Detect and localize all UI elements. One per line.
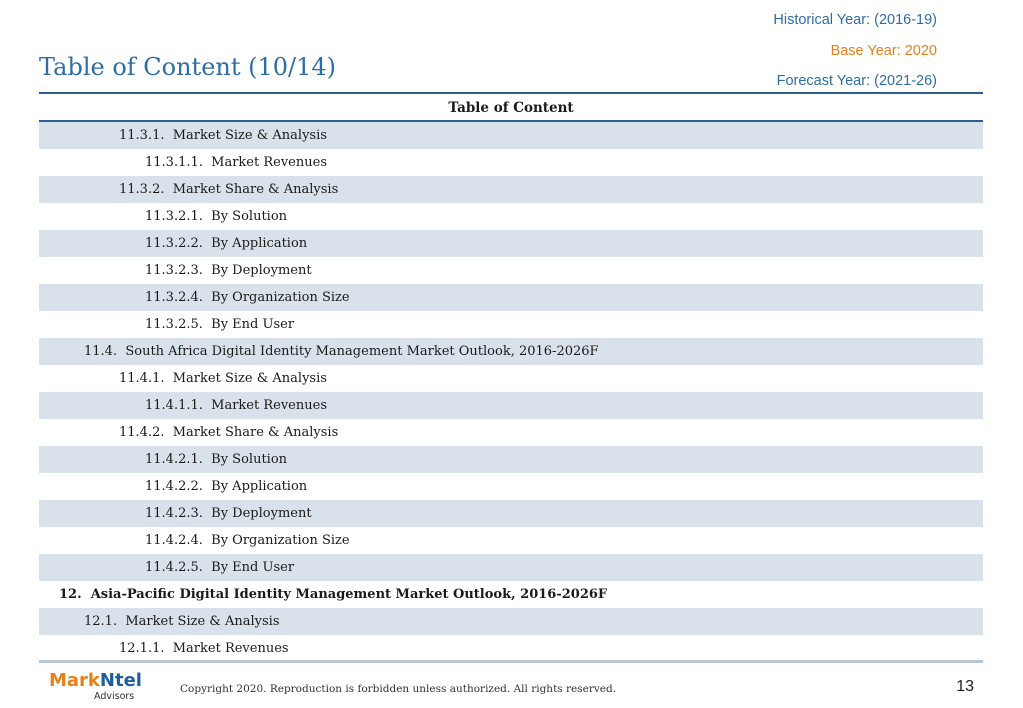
year-info bbox=[773, 10, 937, 102]
toc-row bbox=[39, 635, 983, 662]
toc-row bbox=[39, 608, 983, 635]
toc-row-text: Market Revenues bbox=[172, 641, 289, 656]
toc-row-number: 12.1.1. bbox=[119, 641, 165, 656]
toc-row-number: 11.4. bbox=[84, 344, 118, 359]
toc-row-text: By Deployment bbox=[211, 506, 312, 521]
toc-table bbox=[39, 94, 983, 662]
toc-row-number: 11.3.2. bbox=[119, 182, 165, 197]
page-number: 13 bbox=[956, 678, 974, 695]
logo-sub-text: Advisors bbox=[94, 691, 135, 702]
footer-divider bbox=[39, 660, 983, 663]
toc-row bbox=[39, 257, 983, 284]
toc-row-number: 11.4.2.5. bbox=[145, 560, 203, 575]
page-title: Table of Content (10/14) bbox=[39, 53, 337, 81]
toc-row-text: By Organization Size bbox=[211, 290, 350, 305]
toc-row-text: By Deployment bbox=[211, 263, 312, 278]
logo-ntel-text: Ntel bbox=[99, 670, 142, 691]
toc-row bbox=[39, 419, 983, 446]
toc-row bbox=[39, 203, 983, 230]
toc-row bbox=[39, 338, 983, 365]
toc-row bbox=[39, 365, 983, 392]
toc-row-number: 12. bbox=[59, 587, 82, 602]
toc-row-text: Market Size & Analysis bbox=[125, 614, 280, 629]
toc-row-text: By End User bbox=[211, 560, 295, 575]
toc-row-text: By Organization Size bbox=[211, 533, 350, 548]
toc-row bbox=[39, 176, 983, 203]
toc-row-number: 11.3.2.3. bbox=[145, 263, 203, 278]
toc-row-text: By Application bbox=[211, 479, 308, 494]
toc-row bbox=[39, 230, 983, 257]
toc-row-text: Market Share & Analysis bbox=[172, 425, 339, 440]
toc-row-text: Market Size & Analysis bbox=[172, 371, 327, 386]
toc-row bbox=[39, 527, 983, 554]
toc-row bbox=[39, 149, 983, 176]
logo-mark-text: Mark bbox=[49, 670, 100, 691]
forecast-year: Forecast Year: (2021-26) bbox=[776, 73, 937, 89]
toc-row-number: 11.4.1. bbox=[119, 371, 165, 386]
toc-row bbox=[39, 500, 983, 527]
toc-row bbox=[39, 554, 983, 581]
toc-row-number: 11.3.2.5. bbox=[145, 317, 203, 332]
toc-row bbox=[39, 473, 983, 500]
toc-row-number: 11.4.1.1. bbox=[145, 398, 203, 413]
toc-heading: Table of Content bbox=[39, 94, 983, 122]
copyright-text: Copyright 2020. Reproduction is forbidden unless authorized. All rights reserved. bbox=[180, 683, 617, 695]
toc-row-number: 11.3.1. bbox=[119, 128, 165, 143]
toc-row-number: 11.3.1.1. bbox=[145, 155, 203, 170]
toc-row bbox=[39, 122, 983, 149]
toc-row-number: 12.1. bbox=[84, 614, 118, 629]
toc-rows bbox=[39, 122, 983, 662]
toc-row-number: 11.3.2.4. bbox=[145, 290, 203, 305]
base-year: Base Year: 2020 bbox=[830, 42, 937, 59]
toc-row-text: By End User bbox=[211, 317, 295, 332]
toc-row bbox=[39, 311, 983, 338]
toc-row-text: By Solution bbox=[211, 452, 288, 467]
toc-row-number: 11.3.2.2. bbox=[145, 236, 203, 251]
toc-row-text: Market Size & Analysis bbox=[172, 128, 327, 143]
toc-row-number: 11.3.2.1. bbox=[145, 209, 203, 224]
toc-row-text: Market Revenues bbox=[211, 155, 327, 170]
toc-row-number: 11.4.2.2. bbox=[145, 479, 203, 494]
toc-row bbox=[39, 392, 983, 419]
toc-row-number: 11.4.2.3. bbox=[145, 506, 203, 521]
toc-row bbox=[39, 284, 983, 311]
toc-row-text: Market Share & Analysis bbox=[172, 182, 339, 197]
toc-row-number: 11.4.2. bbox=[119, 425, 165, 440]
toc-row-number: 11.4.2.4. bbox=[145, 533, 203, 548]
toc-row-text: Asia-Pacific Digital Identity Management Market Outlook, 2016-2026F bbox=[90, 587, 608, 602]
historical-year: Historical Year: (2016-19) bbox=[773, 12, 937, 28]
toc-row-text: South Africa Digital Identity Management Market Outlook, 2016-2026F bbox=[125, 344, 599, 359]
toc-row-text: Market Revenues bbox=[211, 398, 327, 413]
toc-row-text: By Solution bbox=[211, 209, 288, 224]
toc-row bbox=[39, 446, 983, 473]
toc-row-number: 11.4.2.1. bbox=[145, 452, 203, 467]
markntel-logo bbox=[49, 671, 142, 702]
toc-row bbox=[39, 581, 983, 608]
toc-row-text: By Application bbox=[211, 236, 308, 251]
